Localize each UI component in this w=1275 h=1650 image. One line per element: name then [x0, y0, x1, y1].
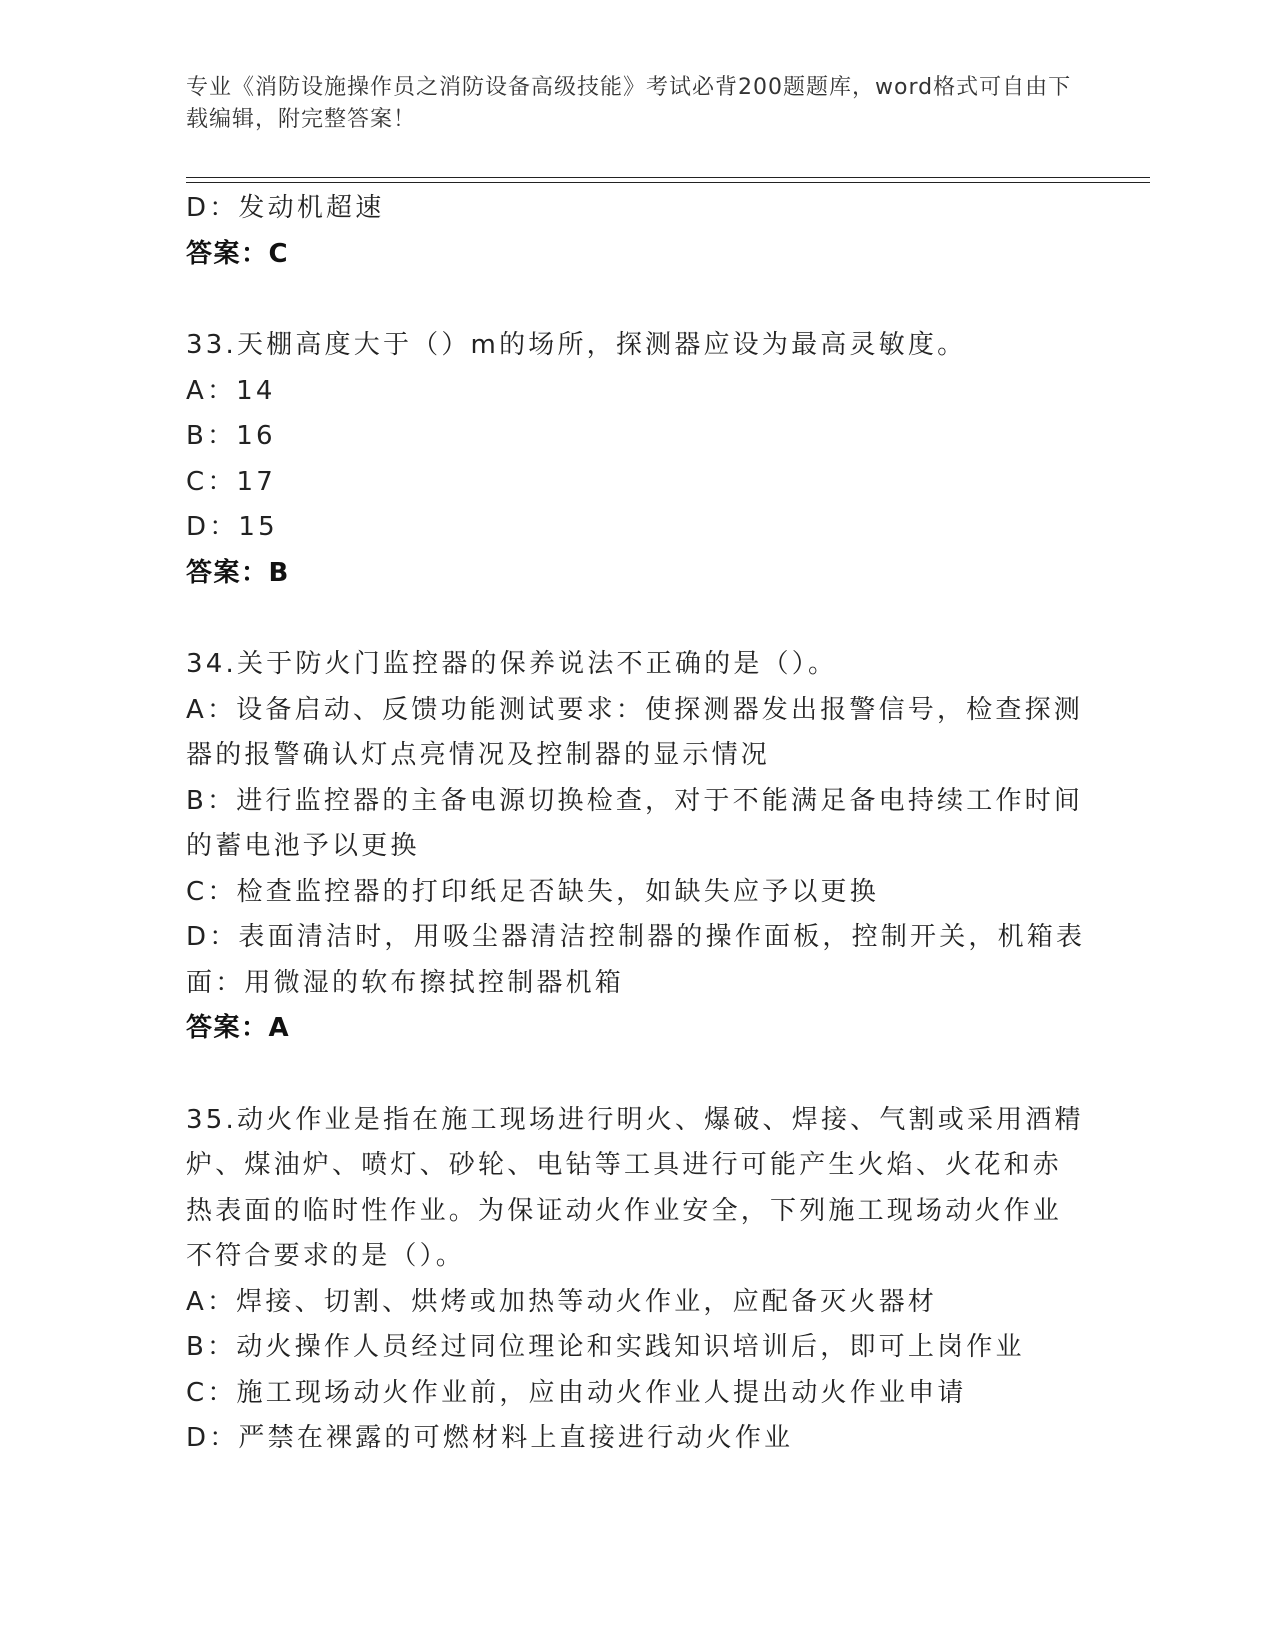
question-33-stem: 33.天棚高度大于（）m的场所，探测器应设为最高灵敏度。 — [186, 330, 967, 360]
question-33-option-a: A：14 — [186, 375, 276, 406]
question-32-tail — [186, 186, 1086, 277]
question-32-answer: 答案：C — [186, 238, 290, 269]
spacer — [186, 1052, 1086, 1098]
question-35-stem: 35.动火作业是指在施工现场进行明火、爆破、焊接、气割或采用酒精炉、煤油炉、喷灯、砂轮、电钻等工具进行可能产生火焰、火花和赤热表面的临时性作业。为保证动火作业安全，下列施工现场动火作业不符合要求的是（）。 — [186, 1104, 1084, 1271]
page-header — [186, 72, 1086, 136]
spacer — [186, 277, 1086, 323]
question-34-answer: 答案：A — [186, 1013, 291, 1043]
spacer — [186, 596, 1086, 642]
question-34-option-a: A：设备启动、反馈功能测试要求：使探测器发出报警信号，检查探测器的报警确认灯点亮情况及控制器的显示情况 — [186, 694, 1083, 770]
question-33-option-c: C：17 — [186, 466, 277, 497]
question-32-option-d: D：发动机超速 — [186, 193, 385, 223]
question-33 — [186, 323, 1086, 596]
question-33-option-d: D：15 — [186, 512, 278, 542]
question-35-option-b: B：动火操作人员经过同位理论和实践知识培训后，即可上岗作业 — [186, 1332, 1025, 1362]
question-35-option-a: A：焊接、切割、烘烤或加热等动火作业，应配备灭火器材 — [186, 1286, 937, 1317]
question-34-option-c: C：检查监控器的打印纸足否缺失，如缺失应予以更换 — [186, 876, 879, 907]
header-text: 专业《消防设施操作员之消防设备高级技能》考试必背200题题库，word格式可自由下载编辑，附完整答案！ — [186, 75, 1072, 132]
question-33-answer: 答案：B — [186, 557, 290, 588]
question-33-option-b: B：16 — [186, 421, 276, 451]
question-35-option-c: C：施工现场动火作业前，应由动火作业人提出动火作业申请 — [186, 1377, 967, 1408]
question-34-option-d: D：表面清洁时，用吸尘器清洁控制器的操作面板，控制开关，机箱表面：用微湿的软布擦拭控制器机箱 — [186, 922, 1086, 998]
question-34-option-b: B：进行监控器的主备电源切换检查，对于不能满足备电持续工作时间的蓄电池予以更换 — [186, 785, 1084, 861]
question-35 — [186, 1098, 1086, 1462]
document-body — [186, 186, 1086, 1462]
question-34 — [186, 642, 1086, 1052]
header-rule-top — [186, 177, 1150, 178]
question-34-stem: 34.关于防火门监控器的保养说法不正确的是（）。 — [186, 649, 838, 679]
question-35-option-d: D：严禁在裸露的可燃材料上直接进行动火作业 — [186, 1423, 794, 1453]
header-rule-bottom — [186, 182, 1150, 183]
